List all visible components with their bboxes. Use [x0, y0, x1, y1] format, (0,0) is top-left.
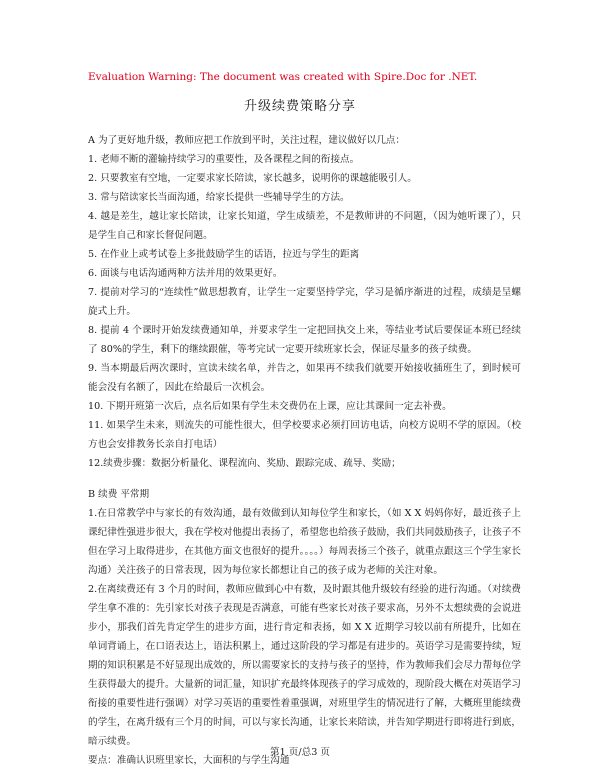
section-a-item: 11. 如果学生未来，则流失的可能性很大，但学校要求必须打回访电话，向校方说明不学的原因。（校方也会安排教务长亲自打电话）: [88, 420, 521, 450]
section-spacer: [88, 473, 521, 485]
document-body: [88, 131, 521, 770]
section-b-heading: B 续费 平常期: [88, 489, 150, 500]
section-a-item: 5. 在作业上或考试卷上多批鼓励学生的话语，拉近与学生的距离: [88, 249, 360, 260]
section-a-item: 7. 提前对学习的“连续性”做思想教育，让学生一定要坚持学完，学习是循序渐进的过程，成绩是呈螺旋式上升。: [88, 287, 521, 317]
section-b-paragraph: 2.在离续费还有 3 个月的时间，教师应做到心中有数，及时跟其他升级较有经验的进行沟通。（对续费学生拿不准的：先引家长对孩子表现是否满意，可能有些家长对孩子要求高，另外不太想续费的会说进步小，那我们首先肯定学生的进步方面，进行肯定和表扬，如 X X 近期学习较以前有所提升，比如在单词背诵上，在口语表达上，语法积累上，通过这阶段的学习都是有进步的。英语学习是需要持续，短期的知识积累是不好显现出成效的，所以需要家长的支持与孩子的坚持，作为教师我们会尽力帮每位学生获得最大的提升。大量新的词汇量，知识扩充最终体现孩子的学习成效的，现阶段大概在对英语学习衔接的重要性进行强调）对学习英语的重要性着重强调，对班里学生的情况进行了解，大概班里能续费的学生，在离升级有三个月的时间，可以与家长沟通，让家长来陪读，并告知学期进行即将进行到底，暗示续费。: [88, 584, 521, 747]
section-a-intro: A 为了更好地升级，教师应把工作放到平时，关注过程，建议做好以几点：: [88, 135, 405, 146]
section-a-item: 2. 只要教室有空地，一定要求家长陪读，家长越多，说明你的课越能吸引人。: [88, 173, 417, 184]
evaluation-warning: Evaluation Warning: The document was created with Spire.Doc for .NET.: [88, 71, 478, 83]
section-a-item: 9. 当本期最后两次课时，宣读未续名单，并告之，如果再不续我们就要开始接收插班生了，到时候可能会没有名额了，因此在给最后一次机会。: [88, 363, 521, 393]
section-a-item: 8. 提前 4 个课时开始发续费通知单，并要求学生一定把回执交上来，等结业考试后要保证本班已经续了 80%的学生，剩下的继续跟催，等考完试一定要开续班家长会，保证尽量多的孩子续费。: [88, 325, 521, 355]
section-a-item: 4. 越是差生，越让家长陪读，让家长知道，学生成绩差，不是教师讲的不问题，（因为她听课了），只是学生自己和家长督促问题。: [88, 211, 521, 241]
section-a-item: 10. 下期开班第一次后，点名后如果有学生未交费仍在上课，应让其课间一定去补费。: [88, 401, 452, 412]
section-a-item: 12.续费步骤：数据分析量化、课程流向、奖励、跟踪完成、疏导、奖励；: [88, 458, 401, 469]
document-title: 升级续费策略分享: [243, 99, 356, 114]
section-a-item: 3. 常与陪读家长当面沟通，给家长提供一些辅导学生的方法。: [88, 192, 350, 203]
section-b-paragraph: 1.在日常教学中与家长的有效沟通，最有效做到认知每位学生和家长，（如 X X 妈妈你好，最近孩子上课纪律性强进步很大，我在学校对他提出表扬了，希望您也给孩子鼓励，我们共同鼓励孩子，让孩子不但在学习上取得进步，在其他方面文也很好的提升。。。。）每周表扬三个孩子，就重点跟这三个学生家长沟通）关注孩子的日常表现，因为每位家长都想让自己的孩子成为老师的关注对象。: [88, 508, 521, 576]
section-a-item: 6. 面谈与电话沟通两种方法并用的效果更好。: [88, 268, 283, 279]
section-a-item: 1. 老师不断的灌输持续学习的重要性，及各课程之间的衔接点。: [88, 154, 360, 165]
page-number-footer: 第1 页/总3 页: [270, 747, 330, 758]
section-b-paragraph: 要点：准确认识班里家长，大面积的与学生沟通: [88, 755, 290, 766]
